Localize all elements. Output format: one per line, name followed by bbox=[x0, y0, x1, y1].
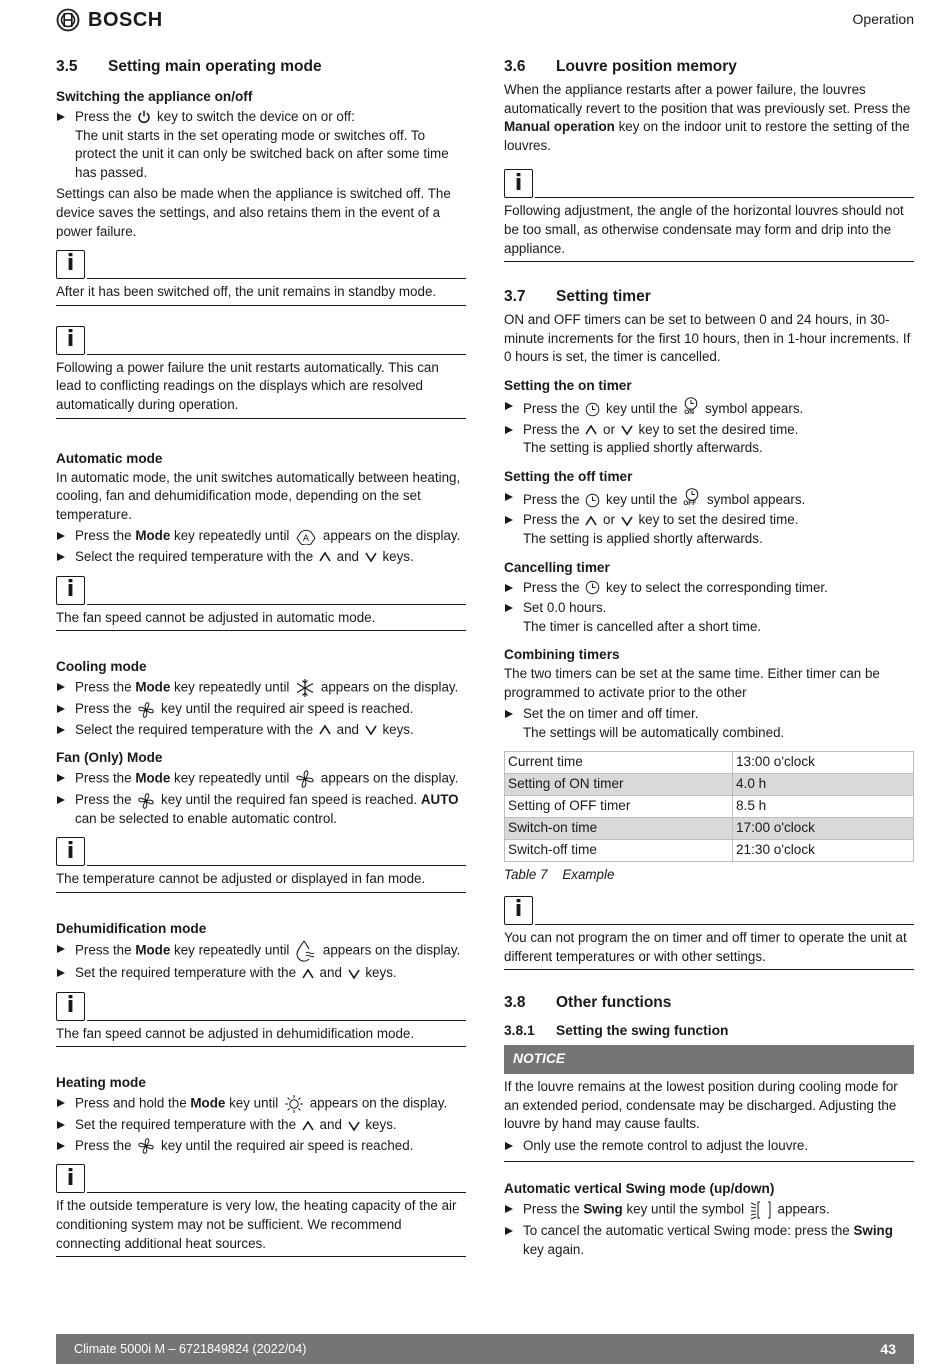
down-key-icon bbox=[348, 968, 360, 980]
table-row: Setting of OFF timer 8.5 h bbox=[505, 795, 914, 817]
table-row: Switch-on time 17:00 o'clock bbox=[505, 817, 914, 839]
fan-mode-icon bbox=[295, 769, 315, 789]
combine-paragraph: The two timers can be set at the same time. Either timer can be programmed to activate prior to the other bbox=[504, 666, 880, 700]
cancel-timer-steps bbox=[504, 579, 914, 637]
cooling-mode-heading: Cooling mode bbox=[56, 659, 147, 675]
section-heading-3-8-1: 3.8.1 Setting the swing function bbox=[504, 1023, 729, 1039]
down-key-icon bbox=[348, 1120, 360, 1132]
swing-mode-heading: Automatic vertical Swing mode (up/down) bbox=[504, 1181, 775, 1197]
power-icon bbox=[137, 110, 151, 124]
svg-text:A: A bbox=[303, 533, 310, 544]
switching-steps bbox=[56, 108, 466, 182]
fan-steps bbox=[56, 769, 466, 828]
list-item: Press the key until the required air speed is reached. bbox=[56, 700, 466, 719]
auto-mode-icon bbox=[295, 529, 317, 545]
up-key-icon bbox=[585, 515, 597, 527]
cancel-timer-heading: Cancelling timer bbox=[504, 559, 610, 575]
fan-icon bbox=[137, 792, 155, 810]
section-heading-3-6: 3.6 Louvre position memory bbox=[504, 58, 737, 75]
timer-on-icon: ON bbox=[683, 397, 699, 417]
down-key-icon bbox=[365, 724, 377, 736]
list-item: Press the or key to set the desired time. The setting is applied shortly afterwards. bbox=[504, 421, 914, 458]
document-reference: Climate 5000i M – 6721849824 (2022/04) bbox=[74, 1341, 307, 1356]
info-icon: i bbox=[56, 250, 85, 279]
list-item: Set the required temperature with the and keys. bbox=[56, 1116, 466, 1135]
on-timer-steps bbox=[504, 397, 914, 458]
auto-steps bbox=[56, 527, 466, 566]
info-icon: i bbox=[56, 1164, 85, 1193]
list-item: Select the required temperature with the and keys. bbox=[56, 548, 466, 567]
auto-mode-paragraph: In automatic mode, the unit switches automatically between heating, cooling, fan and dehumidification mode, depending on the set temperature. bbox=[56, 469, 461, 522]
info-icon: i bbox=[504, 169, 533, 198]
list-item: Press the or key to set the desired time. The setting is applied shortly afterwards. bbox=[504, 511, 914, 548]
timer-paragraph: ON and OFF timers can be set to between 0 and 24 hours, in 30-minute increments for the first 10 hours, then in 1-hour increments. If 0 hours is set, the timer is cancelled. bbox=[504, 312, 911, 365]
clock-icon bbox=[585, 493, 600, 508]
sun-icon bbox=[284, 1094, 304, 1114]
timer-off-icon: OFF bbox=[683, 488, 701, 508]
right-column bbox=[504, 56, 914, 1263]
page-header bbox=[56, 8, 914, 32]
snowflake-icon bbox=[295, 678, 315, 698]
info-icon: i bbox=[504, 896, 533, 925]
list-item: To cancel the automatic vertical Swing mode: press the Swing key again. bbox=[504, 1222, 914, 1259]
fan-icon bbox=[137, 701, 155, 719]
info-icon: i bbox=[56, 326, 85, 355]
info-note: i The fan speed cannot be adjusted in dehumidification mode. bbox=[56, 992, 466, 1048]
table-row: Setting of ON timer 4.0 h bbox=[505, 773, 914, 795]
list-item: Press and hold the Mode key until appears on the display. bbox=[56, 1094, 466, 1114]
info-note: i The temperature cannot be adjusted or displayed in fan mode. bbox=[56, 837, 466, 893]
fan-mode-heading: Fan (Only) Mode bbox=[56, 750, 163, 766]
table-row: Current time 13:00 o'clock bbox=[505, 751, 914, 773]
section-heading-3-7: 3.7 Setting timer bbox=[504, 288, 651, 306]
list-item: Press the key to select the corresponding timer. bbox=[504, 579, 914, 598]
combine-steps bbox=[504, 705, 914, 742]
list-item: Press the Mode key repeatedly until appears on the display. bbox=[56, 940, 466, 962]
info-note: i You can not program the on timer and off timer to operate the unit at different temperatures or with other settings. bbox=[504, 896, 914, 970]
switching-heading: Switching the appliance on/off bbox=[56, 89, 253, 104]
off-timer-steps bbox=[504, 488, 914, 549]
dehumidification-heading: Dehumidification mode bbox=[56, 921, 207, 937]
list-item: Set the on timer and off timer. The settings will be automatically combined. bbox=[504, 705, 914, 742]
heating-mode-heading: Heating mode bbox=[56, 1075, 146, 1091]
list-item: Only use the remote control to adjust the louvre. bbox=[504, 1137, 914, 1156]
vertical-swing-icon bbox=[750, 1200, 772, 1220]
page-footer bbox=[56, 1334, 914, 1364]
on-timer-heading: Setting the on timer bbox=[504, 377, 632, 393]
auto-mode-heading: Automatic mode bbox=[56, 450, 163, 466]
info-note: i Following adjustment, the angle of the horizontal louvres should not be too small, as otherwise condensate may form and drip into the appliance. bbox=[504, 169, 914, 262]
notice-banner: NOTICE bbox=[504, 1045, 914, 1074]
switching-paragraph: Settings can also be made when the appliance is switched off. The device saves the settings, and also retains them in the event of a power failure. bbox=[56, 186, 451, 239]
info-icon: i bbox=[56, 837, 85, 866]
list-item: Press the key until the ON symbol appears. bbox=[504, 397, 914, 419]
section-heading-3-5: 3.5 Setting main operating mode bbox=[56, 58, 322, 75]
list-item: Set the required temperature with the and keys. bbox=[56, 964, 466, 983]
cooling-steps bbox=[56, 678, 466, 739]
info-note: i Following a power failure the unit restarts automatically. This can lead to conflicting readings on the displays which are resolved automatically during operation. bbox=[56, 326, 466, 419]
droplet-icon bbox=[295, 940, 317, 962]
list-item: Press the Mode key repeatedly until A appears on the display. bbox=[56, 527, 466, 546]
down-key-icon bbox=[621, 515, 633, 527]
bosch-logo bbox=[56, 8, 163, 32]
list-item: Press the Mode key repeatedly until appears on the display. bbox=[56, 678, 466, 698]
down-key-icon bbox=[621, 424, 633, 436]
clock-icon bbox=[585, 580, 600, 595]
dehum-steps bbox=[56, 940, 466, 983]
off-timer-heading: Setting the off timer bbox=[504, 468, 633, 484]
list-item: Press the key until the required air speed is reached. bbox=[56, 1137, 466, 1156]
up-key-icon bbox=[319, 724, 331, 736]
info-note: i If the outside temperature is very low, the heating capacity of the air conditioning system may not be sufficient. We recommend connecting additional heat sources. bbox=[56, 1164, 466, 1257]
swing-steps bbox=[504, 1200, 914, 1259]
up-key-icon bbox=[302, 1120, 314, 1132]
table-row: Switch-off time 21:30 o'clock bbox=[505, 839, 914, 861]
list-item: Press the key until the required fan speed is reached. AUTO can be selected to enable automatic control. bbox=[56, 791, 466, 828]
notice-body: If the louvre remains at the lowest position during cooling mode for an extended period, condensate may be discharged. Adjusting the louvre by hand may cause faults. Only use the remote control to adjust the louvre. bbox=[504, 1078, 914, 1162]
louvre-memory-paragraph: When the appliance restarts after a power failure, the louvres automatically revert to the position that was previously set. Press the Manual operation key on the indoor unit to restore the setting of the louvres. bbox=[504, 82, 911, 153]
info-note: i The fan speed cannot be adjusted in automatic mode. bbox=[56, 576, 466, 632]
list-item: Press the key until the OFF symbol appears. bbox=[504, 488, 914, 510]
list-item: Set 0.0 hours. The timer is cancelled after a short time. bbox=[504, 599, 914, 636]
clock-icon bbox=[585, 402, 600, 417]
brand-name: BOSCH bbox=[88, 8, 163, 31]
fan-icon bbox=[137, 1137, 155, 1155]
section-title: Operation bbox=[852, 11, 914, 27]
heating-steps bbox=[56, 1094, 466, 1155]
page-number: 43 bbox=[880, 1340, 896, 1357]
table-caption: Table 7 Example bbox=[504, 866, 615, 882]
up-key-icon bbox=[585, 424, 597, 436]
list-item: Press the key to switch the device on or off: The unit starts in the set operating mode or switches off. To protect the unit it can only be switched back on after some time has passed. bbox=[56, 108, 466, 182]
section-heading-3-8: 3.8 Other functions bbox=[504, 994, 672, 1012]
list-item: Press the Swing key until the symbol appears. bbox=[504, 1200, 914, 1220]
bosch-armature-icon bbox=[56, 8, 80, 32]
list-item: Press the Mode key repeatedly until appears on the display. bbox=[56, 769, 466, 789]
left-column bbox=[56, 56, 466, 1269]
info-icon: i bbox=[56, 576, 85, 605]
info-note: i After it has been switched off, the unit remains in standby mode. bbox=[56, 250, 466, 306]
info-icon: i bbox=[56, 992, 85, 1021]
down-key-icon bbox=[365, 551, 377, 563]
list-item: Select the required temperature with the and keys. bbox=[56, 721, 466, 740]
timer-example-table bbox=[504, 751, 914, 862]
combine-timers-heading: Combining timers bbox=[504, 647, 620, 663]
up-key-icon bbox=[319, 551, 331, 563]
up-key-icon bbox=[302, 968, 314, 980]
